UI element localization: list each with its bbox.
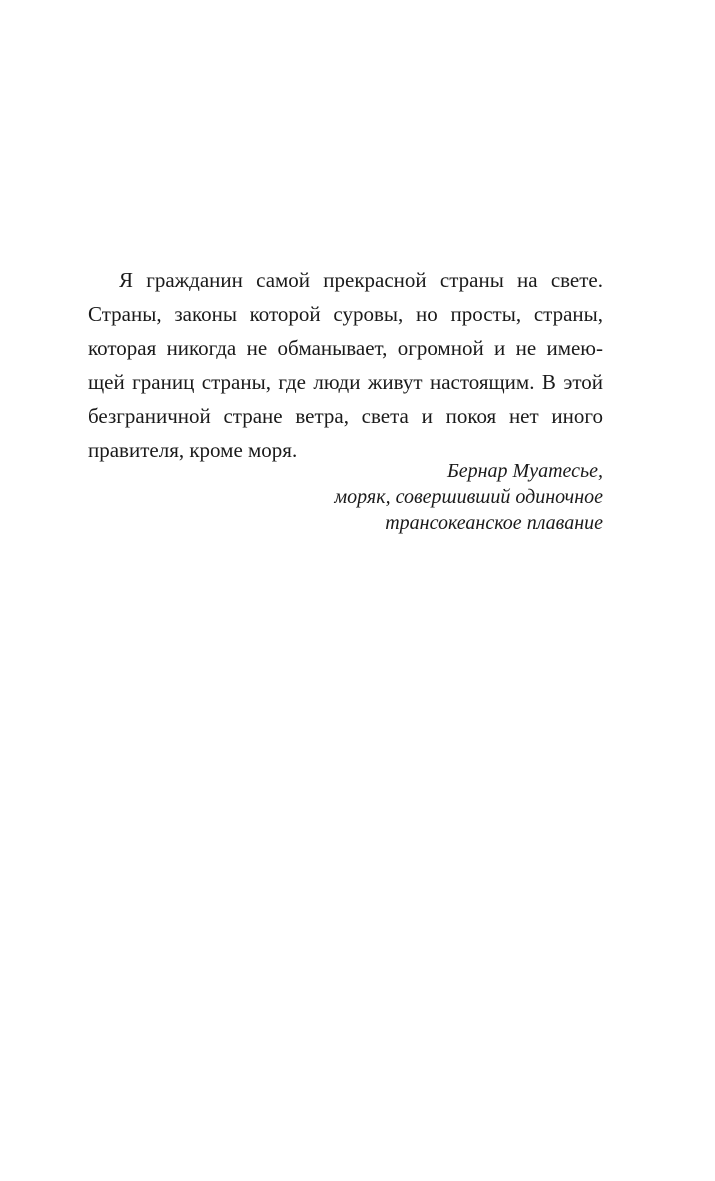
- attribution-author: Бернар Муатесье,: [446, 460, 603, 482]
- epigraph-quote: [88, 263, 603, 467]
- quote-line: которая никогда не обманывает, огромной и не имею-: [88, 336, 603, 360]
- attribution-description: трансокеанское плавание: [385, 512, 603, 534]
- quote-line: безграничной стране ветра, света и покоя нет иного: [88, 404, 603, 428]
- epigraph-attribution: [334, 458, 603, 536]
- quote-line: Я гражданин самой прекрасной страны на свете.: [119, 268, 603, 292]
- quote-line: Страны, законы которой суровы, но просты, страны,: [88, 302, 603, 326]
- quote-line: щей границ страны, где люди живут настоящим. В этой: [88, 370, 603, 394]
- quote-line: правителя, кроме моря.: [88, 438, 298, 462]
- attribution-description: моряк, совершивший одиночное: [334, 486, 603, 508]
